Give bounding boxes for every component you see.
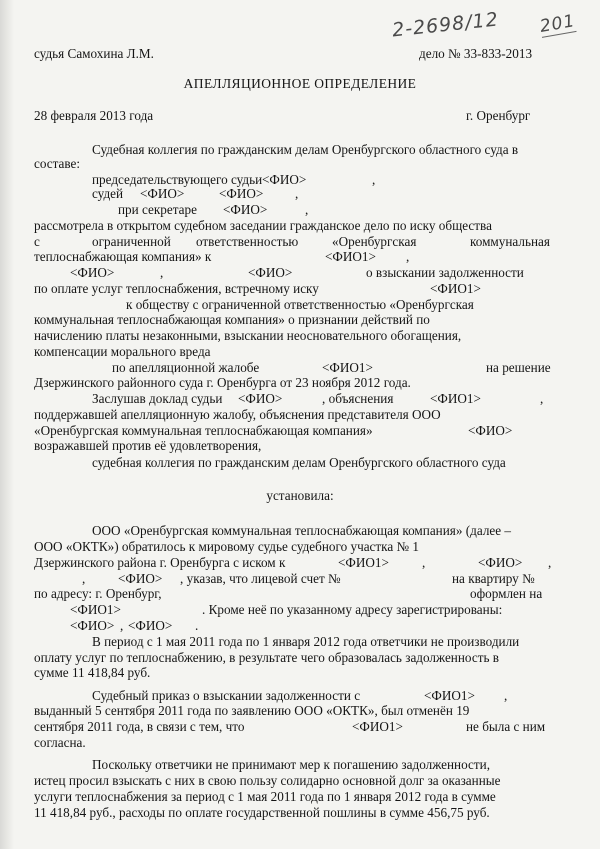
text-line: возражавшей против её удовлетворения, [34,438,262,453]
text-line: , [82,571,86,586]
text-line: компенсации морального вреда [34,344,211,359]
text-line: ответственностью [196,234,299,249]
text-line: на квартиру № [452,571,535,586]
redacted-name: <ФИО1> [338,555,389,570]
text-line: , [504,688,508,703]
scan-edge [0,0,14,849]
text-line: оплату услуг по теплоснабжению, в результате чего образовалась задолженность в [34,650,499,665]
text-line: Поскольку ответчики не принимают мер к погашению задолженности, [92,757,490,772]
text-line: Судебная коллегия по гражданским делам Оренбургского областного суда в [92,142,519,157]
text-line: по адресу: г. Оренбург, [34,586,162,601]
text-line: , [160,265,164,280]
text-line: , [120,618,124,633]
text-line: начислению платы незаконными, взыскании неосновательного обогащения, [34,328,462,343]
text-line: на решение [486,360,551,375]
text-line: коммунальная теплоснабжающая компания» о признании действий по [34,312,430,327]
redacted-name: <ФИО> [70,618,115,633]
text-line: Судебный приказ о взыскании задолженности с [92,688,361,703]
text-line: судей [92,186,124,201]
text-line: 11 418,84 руб., расходы по оплате государственной пошлины в сумме 456,75 руб. [34,805,490,820]
handwritten-case-number: 2-2698/12 [391,8,500,42]
redacted-name: <ФИО> [128,618,173,633]
redacted-name: <ФИО1> [430,391,481,406]
text-line: ограниченной [92,234,171,249]
text-line: председательствующего судьи [92,172,263,187]
text-line: ООО «Оренбургская коммунальная теплоснабжающая компания» (далее – [92,523,511,538]
text-line: , [548,555,552,570]
text-line: . [195,618,199,633]
text-line: при секретаре [118,202,197,217]
text-line: истец просил взыскать с них в свою пользу солидарно основной долг за оказанные [34,773,501,788]
text-line: по оплате услуг теплоснабжения, встречному иску [34,281,319,296]
text-line: Заслушав доклад судьи [92,391,223,406]
text-line: согласна. [34,735,86,750]
text-line: сентября 2011 года, в связи с тем, что [34,719,245,734]
text-line: «Оренбургская [332,234,417,249]
text-line: выданный 5 сентября 2011 года по заявлению ООО «ОКТК», был отменён 19 [34,703,470,718]
document-city: г. Оренбург [466,108,531,123]
text-line: коммунальная [470,234,550,249]
text-line: , [305,202,309,217]
text-line: судебная коллегия по гражданским делам Оренбургского областного суда [92,455,506,470]
redacted-name: <ФИО1> [322,360,373,375]
text-line: составе: [34,156,81,171]
text-line: , [540,391,544,406]
judge-name: судья Самохина Л.М. [34,46,154,61]
text-line: , [372,172,376,187]
redacted-name: <ФИО> [468,423,513,438]
text-line: «Оренбургская коммунальная теплоснабжающая компания» [34,423,373,438]
established-heading: установила: [266,488,334,503]
text-line: теплоснабжающая компания» к [34,249,212,264]
text-line: . Кроме неё по указанному адресу зарегистрированы: [202,602,503,617]
text-line: , объяснения [322,391,394,406]
text-line: сумме 11 418,84 руб. [34,665,151,680]
text-line: Дзержинского района г. Оренбурга с иском к [34,555,286,570]
redacted-name: <ФИО> [140,186,185,201]
text-line: , [406,249,410,264]
text-line: не была с ним [466,719,546,734]
redacted-name: <ФИО> [248,265,293,280]
text-line: , указав, что лицевой счет № [180,571,341,586]
text-line: , [422,555,426,570]
text-line: по апелляционной жалобе [112,360,260,375]
redacted-name: <ФИО> [70,265,115,280]
text-line: , [295,186,299,201]
redacted-name: <ФИО> [223,202,268,217]
redacted-name: <ФИО> [478,555,523,570]
text-line: услуги теплоснабжения за период с 1 мая 2011 года по 1 января 2012 года в сумме [34,789,496,804]
redacted-name: <ФИО1> [352,719,403,734]
text-line: к обществу с ограниченной ответственностью «Оренбургская [126,297,474,312]
text-line: рассмотрела в открытом судебном заседании гражданское дело по иску общества [34,218,492,233]
text-line: ООО «ОКТК») обратилось к мировому судье судебного участка № 1 [34,539,419,554]
handwritten-page-number: 201 [538,11,577,37]
text-line: В период с 1 мая 2011 года по 1 января 2012 года ответчики не производили [92,634,520,649]
redacted-name: <ФИО> [238,391,283,406]
text-line: Дзержинского районного суда г. Оренбурга от 23 ноября 2012 года. [34,375,411,390]
case-number: дело № 33-833-2013 [419,46,533,61]
redacted-name: <ФИО1> [430,281,481,296]
document-title: АПЕЛЛЯЦИОННОЕ ОПРЕДЕЛЕНИЕ [183,76,417,91]
text-line: о взыскании задолженности [366,265,524,280]
redacted-name: <ФИО1> [424,688,475,703]
redacted-name: <ФИО> [262,172,307,187]
redacted-name: <ФИО1> [325,249,376,264]
text-line: поддержавшей апелляционную жалобу, объяснения представителя ООО [34,407,441,422]
document-date: 28 февраля 2013 года [34,108,154,123]
text-line: оформлен на [470,586,543,601]
redacted-name: <ФИО> [219,186,264,201]
redacted-name: <ФИО> [118,571,163,586]
redacted-name: <ФИО1> [70,602,121,617]
text-line: с [34,234,40,249]
